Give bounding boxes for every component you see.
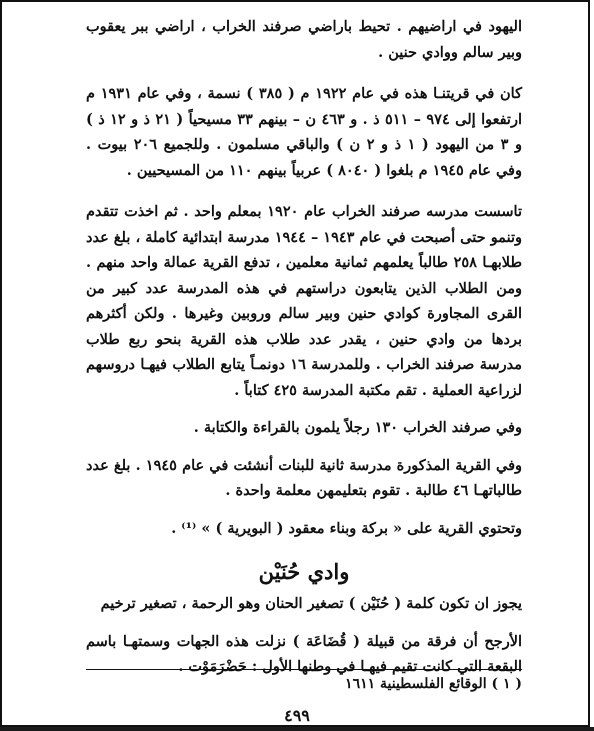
footnote-rule [86, 669, 522, 670]
section-heading: وادي حُنَيْن [258, 559, 350, 584]
paragraph-population: كان في قريتنـا هذه في عام ١٩٢٢ م ( ٣٨٥ ) نسمة ، وفي عام ١٩٣١ م ارتفعوا إلى ٩٧٤ – ٥١١ ذ . و ٤٦٣ ن – بينهم ٣٣ مسيحياً ( ٢١ ذ و ١٢ ذ ) و ٣ من اليهود ( ١ ذ و ٢ ن ) والباقي مسلمون . وللجميع ٢٠٦ بيوت . وفي عام ١٩٤٥ م بلغوا ( ٨٠٤٠ ) عربياً بينهم ١١٠ من المسيحيين . [86, 85, 523, 179]
page-number: ٤٩٩ [284, 706, 310, 725]
paragraph-borders: اليهود في اراضيهم . تحيط باراضي صرفند الخراب ، اراضي ببر يعقوب وبير سالم ووادي حنين . [86, 18, 522, 61]
footnote: ( ١ ) الوقائع الفلسطينية ١٦١١ [345, 676, 522, 692]
paragraph-girls-school: وفي القرية المذكورة مدرسة ثانية للبنات أنشئت في عام ١٩٤٥ . بلغ عدد طالباتهـا ٤٦ طالبة . تقوم بتعليمهن معلمة واحدة . [86, 456, 522, 499]
paragraph-origin: الأرجح أن فرقة من قبيلة ( قُضَاعَة ) نزلت هذه الجهات وسمتهـا باسم البقعة التي كانت تقيم فيهـا في وطنها الأول : حَضْرَمَوْت . [86, 632, 522, 675]
paragraph-contents: وتحتوي القرية على « بركة وبناء معقود ( البويرية ) » ⁽¹⁾ . [171, 519, 522, 537]
document-page [86, 14, 522, 680]
paragraph-literacy: وفي صرفند الخراب ١٣٠ رجلاً يلمون بالقراءة والكتابة . [193, 419, 522, 436]
bottom-scan-edge [0, 727, 594, 731]
paragraph-etymology: يجوز ان تكون كلمة ( حُنَيْن ) تصغير الحنان وهو الرحمة ، تصغير ترخيم [100, 595, 522, 612]
paragraph-school: تاسست مدرسه صرفند الخراب عام ١٩٢٠ بمعلم واحد . ثم اخذت تتقدم وتنمو حتى أصبحت في عام ١٩٤٣ – ١٩٤٤ مدرسة ابتدائية كاملة ، بلغ عدد طلابهـا ٢٥٨ طالباً يعلمهم ثمانية معلمين ، تدفع القرية عمالة واحد منهم . ومن الطلاب الذين يتابعون دراستهم في هذه المدرسة عدد كبير من القرى المجاورة كوادي حنين وبير سالم وروبين وغيرها . ولكن أكثرهم بردها من وادي حنين ، يقدر عدد طلاب هذه القرية بنحو ربع طلاب مدرسة صرفند الخراب . وللمدرسة ١٦ دونمـاً يتابع الطلاب فيهـا دروسهم لزراعية العملية . تقم مكتبة المدرسة ٤٢٥ كتاباً . [86, 203, 522, 399]
